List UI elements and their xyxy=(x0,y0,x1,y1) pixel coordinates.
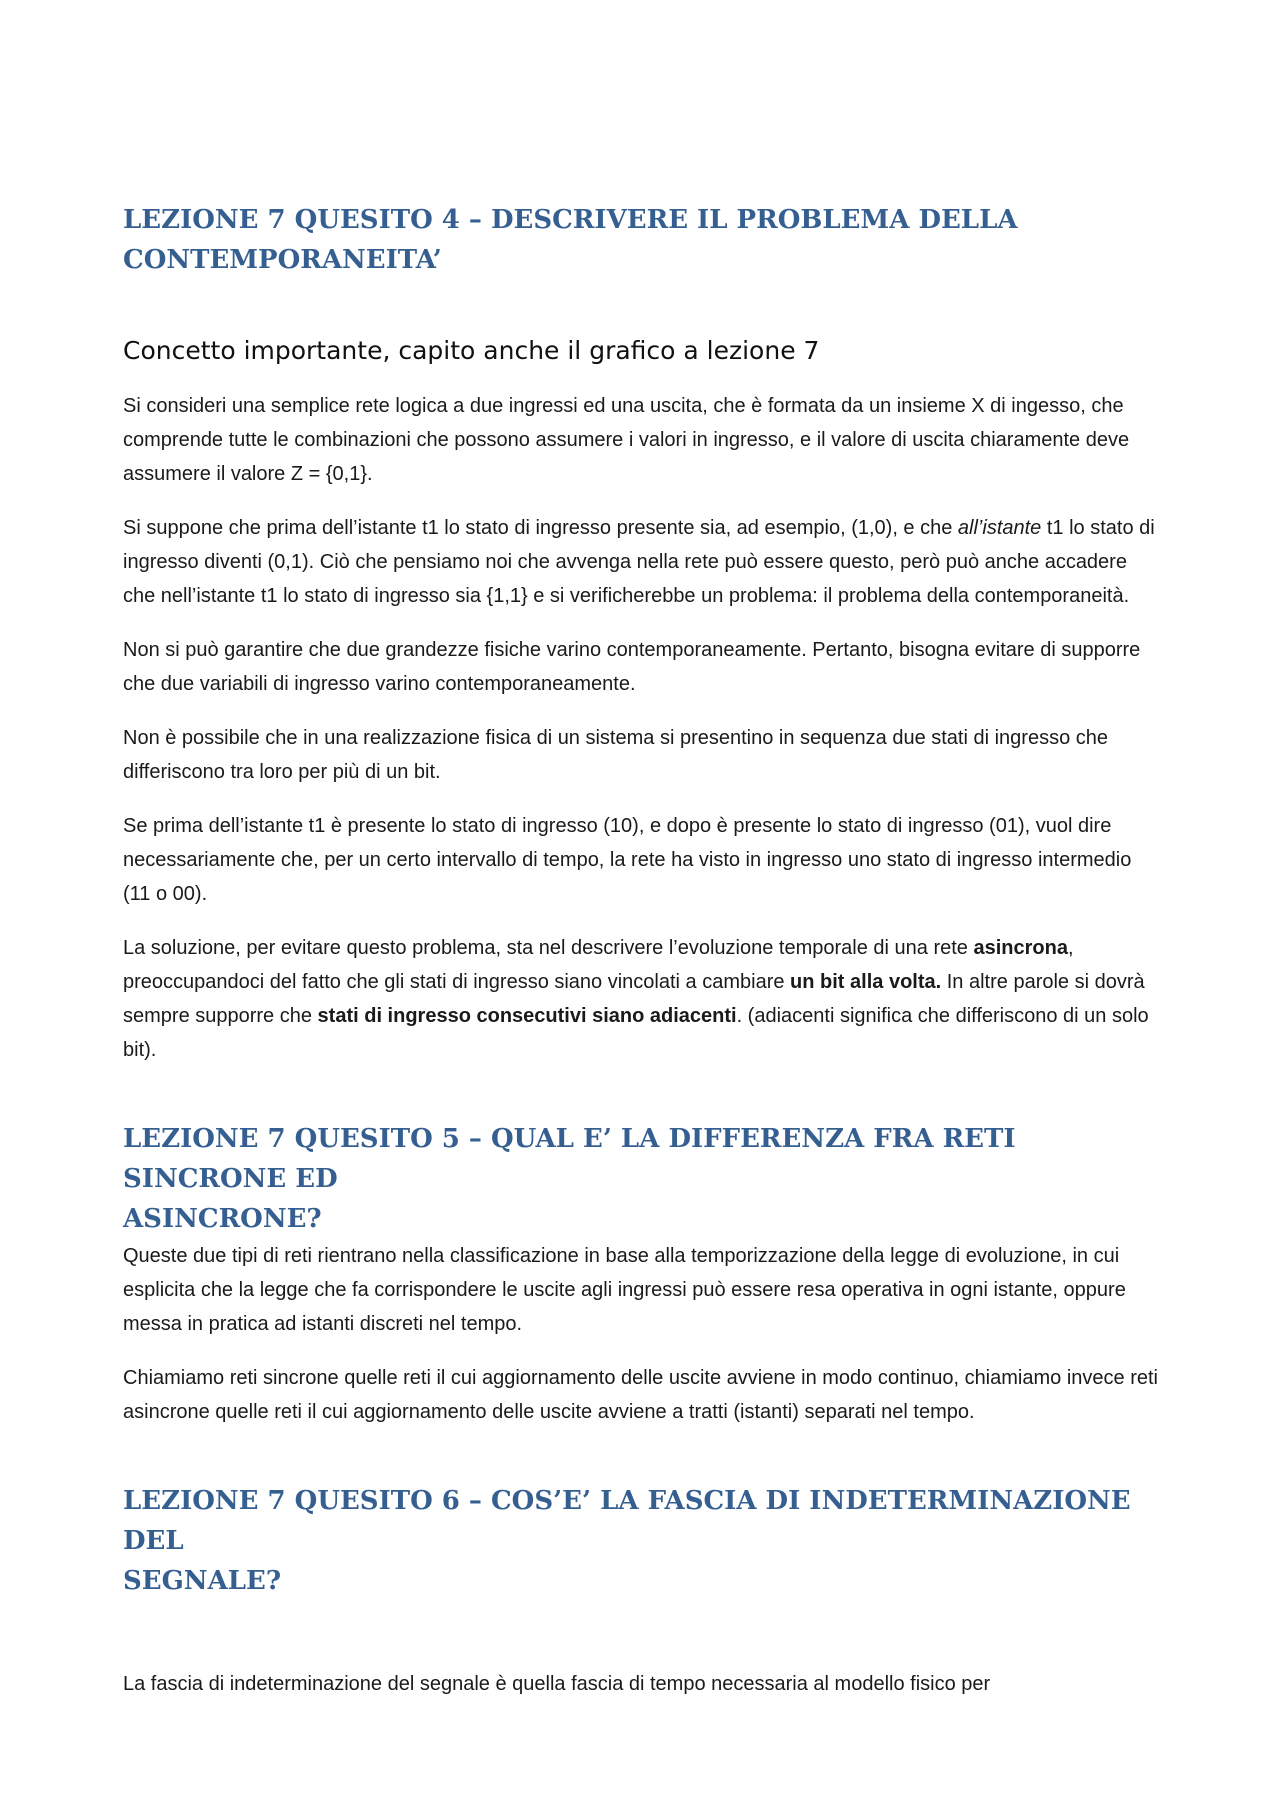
heading-quesito-5-line2: ASINCRONE? xyxy=(123,1204,322,1234)
document-content xyxy=(123,200,1163,1701)
bold-text: un bit alla volta. xyxy=(790,971,942,993)
subtitle-note: Concetto importante, capito anche il grafico a lezione 7 xyxy=(123,336,820,365)
paragraph-stato-intermedio: Se prima dell’istante t1 è presente lo stato di ingresso (10), e dopo è presente lo stato di ingresso (01), vuol dire necessariamente che, per un certo intervallo di tempo, la rete ha visto in ingresso uno stato di ingresso intermedio (11 o 00). xyxy=(123,815,1132,905)
text-run: La soluzione, per evitare questo problema, sta nel descrivere l’evoluzione temporale di una rete xyxy=(123,937,974,959)
heading-quesito-5 xyxy=(123,1119,1163,1239)
paragraph-fascia-indeterminazione: La fascia di indeterminazione del segnale è quella fascia di tempo necessaria al modello fisico per xyxy=(123,1673,991,1695)
paragraph-stato-ingresso xyxy=(123,511,1163,613)
heading-quesito-4-line2: CONTEMPORANEITA’ xyxy=(123,245,442,275)
paragraph-soluzione xyxy=(123,931,1163,1067)
bold-text: stati di ingresso consecutivi siano adiacenti xyxy=(317,1005,737,1027)
text-run: . (adiacenti significa che differiscono di un solo bit). xyxy=(123,1005,1149,1061)
bold-text: asincrona xyxy=(973,937,1068,959)
text-run: In altre parole si dovrà sempre supporre che xyxy=(123,971,1145,1027)
paragraph-rete-logica: Si consideri una semplice rete logica a due ingressi ed una uscita, che è formata da un insieme X di ingesso, che comprende tutte le combinazioni che possono assumere i valori in ingresso, e il valore di uscita chiaramente deve assumere il valore Z = {0,1}. xyxy=(123,395,1130,485)
heading-quesito-4-line1: LEZIONE 7 QUESITO 4 – DESCRIVERE IL PROBLEMA DELLA xyxy=(123,205,1018,235)
paragraph-reti-sincrone: Chiamiamo reti sincrone quelle reti il cui aggiornamento delle uscite avviene in modo continuo, chiamiamo invece reti asincrone quelle reti il cui aggiornamento delle uscite avviene a tratti (istanti) separati nel tempo. xyxy=(123,1367,1158,1423)
paragraph-classificazione: Queste due tipi di reti rientrano nella classificazione in base alla temporizzazione della legge di evoluzione, in cui esplicita che la legge che fa corrispondere le uscite agli ingressi può essere resa operativa in ogni istante, oppure messa in pratica ad istanti discreti nel tempo. xyxy=(123,1245,1126,1335)
heading-quesito-6 xyxy=(123,1481,1163,1601)
heading-quesito-5-line1: LEZIONE 7 QUESITO 5 – QUAL E’ LA DIFFERENZA FRA RETI SINCRONE ED xyxy=(123,1124,1016,1194)
text-run: Si suppone che prima dell’istante t1 lo stato di ingresso presente sia, ad esempio, (1,0), e che xyxy=(123,517,958,539)
paragraph-realizzazione-fisica: Non è possibile che in una realizzazione fisica di un sistema si presentino in sequenza due stati di ingresso che differiscono tra loro per più di un bit. xyxy=(123,727,1109,783)
heading-quesito-6-line1: LEZIONE 7 QUESITO 6 – COS’E’ LA FASCIA DI INDETERMINAZIONE DEL xyxy=(123,1486,1131,1556)
heading-quesito-4 xyxy=(123,200,1163,280)
italic-text: all’istante xyxy=(957,517,1042,539)
heading-quesito-6-line2: SEGNALE? xyxy=(123,1566,282,1596)
text-run: , preoccupandoci del fatto che gli stati di ingresso siano vincolati a cambiare xyxy=(123,937,1074,993)
text-run: t1 lo stato di ingresso diventi (0,1). Ciò che pensiamo noi che avvenga nella rete può essere questo, però può anche accadere che nell’istante t1 lo stato di ingresso sia {1,1} e si verificherebbe un problema: il problema della contemporaneità. xyxy=(123,517,1155,607)
paragraph-grandezze-fisiche: Non si può garantire che due grandezze fisiche varino contemporaneamente. Pertanto, bisogna evitare di supporre che due variabili di ingresso varino contemporaneamente. xyxy=(123,639,1141,695)
